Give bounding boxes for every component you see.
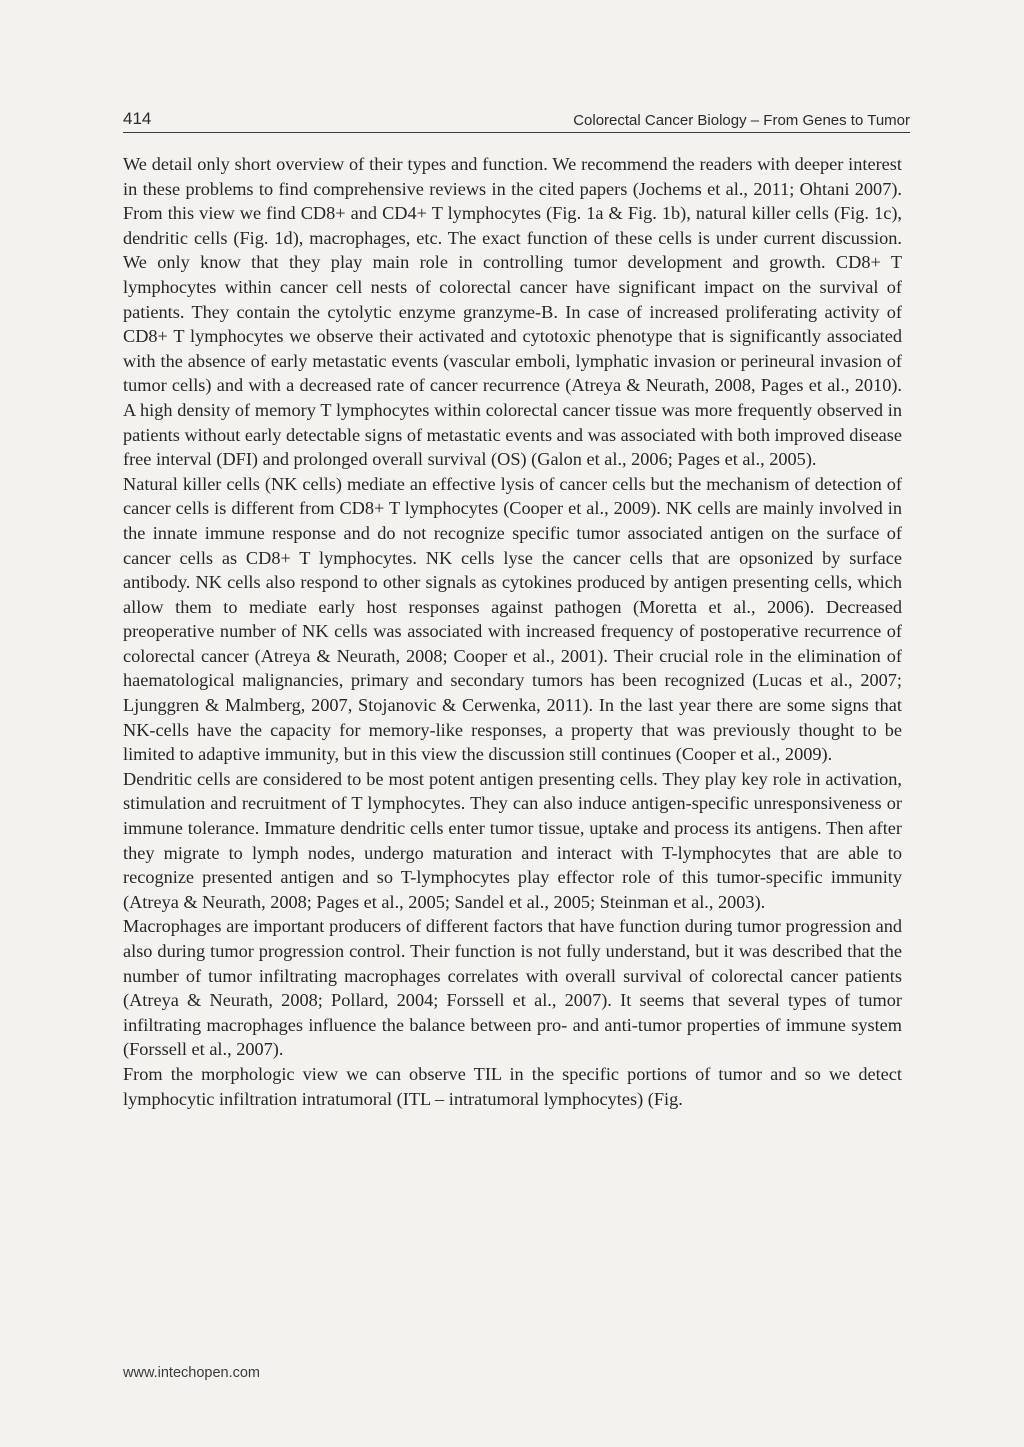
page-header (123, 104, 910, 133)
running-title: Colorectal Cancer Biology – From Genes to Tumor (573, 112, 910, 129)
body-text (123, 152, 902, 1111)
paragraph-morphologic-view: From the morphologic view we can observe TIL in the specific portions of tumor and so we detect lymphocytic infiltration intratumoral (ITL – intratumoral lymphocytes) (Fig. (123, 1063, 902, 1109)
paragraph-dendritic-cells: Dendritic cells are considered to be most potent antigen presenting cells. They play key role in activation, stimulation and recruitment of T lymphocytes. They can also induce antigen-specific unresponsiveness or immune tolerance. Immature dendritic cells enter tumor tissue, uptake and process its antigens. Then after they migrate to lymph nodes, undergo maturation and interact with T-lymphocytes that are able to recognize presented antigen and so T-lymphocytes play effector role of this tumor-specific immunity (Atreya & Neurath, 2008; Pages et al., 2005; Sandel et al., 2005; Steinman et al., 2003). (123, 768, 902, 912)
paragraph-lymphocytes: We detail only short overview of their types and function. We recommend the readers with deeper interest in these problems to find comprehensive reviews in the cited papers (Jochems et al., 2011; Ohtani 2007). From this view we find CD8+ and CD4+ T lymphocytes (Fig. 1a & Fig. 1b), natural killer cells (Fig. 1c), dendritic cells (Fig. 1d), macrophages, etc. The exact function of these cells is under current discussion. We only know that they play main role in controlling tumor development and growth. CD8+ T lymphocytes within cancer cell nests of colorectal cancer have significant impact on the survival of patients. They contain the cytolytic enzyme granzyme-B. In case of increased proliferating activity of CD8+ T lymphocytes we observe their activated and cytotoxic phenotype that is significantly associated with the absence of early metastatic events (vascular emboli, lymphatic invasion or perineural invasion of tumor cells) and with a decreased rate of cancer recurrence (Atreya & Neurath, 2008, Pages et al., 2010). A high density of memory T lymphocytes within colorectal cancer tissue was more frequently observed in patients without early detectable signs of metastatic events and was associated with both improved disease free interval (DFI) and prolonged overall survival (OS) (Galon et al., 2006; Pages et al., 2005). (123, 154, 902, 470)
footer-url: www.intechopen.com (123, 1365, 261, 1381)
page-number: 414 (123, 109, 152, 128)
paragraph-macrophages: Macrophages are important producers of different factors that have function during tumor progression and also during tumor progression control. Their function is not fully understand, but it was described that the number of tumor infiltrating macrophages correlates with overall survival of colorectal cancer patients (Atreya & Neurath, 2008; Pollard, 2004; Forssell et al., 2007). It seems that several types of tumor infiltrating macrophages influence the balance between pro- and anti-tumor properties of immune system (Forssell et al., 2007). (123, 916, 902, 1060)
paragraph-nk-cells: Natural killer cells (NK cells) mediate an effective lysis of cancer cells but the mechanism of detection of cancer cells is different from CD8+ T lymphocytes (Cooper et al., 2009). NK cells are mainly involved in the innate immune response and do not recognize specific tumor associated antigen on the surface of cancer cells as CD8+ T lymphocytes. NK cells lyse the cancer cells that are opsonized by surface antibody. NK cells also respond to other signals as cytokines produced by antigen presenting cells, which allow them to mediate early host responses against pathogen (Moretta et al., 2006). Decreased preoperative number of NK cells was associated with increased frequency of postoperative recurrence of colorectal cancer (Atreya & Neurath, 2008; Cooper et al., 2001). Their crucial role in the elimination of haematological malignancies, primary and secondary tumors has been recognized (Lucas et al., 2007; Ljunggren & Malmberg, 2007, Stojanovic & Cerwenka, 2011). In the last year there are some signs that NK-cells have the capacity for memory-like responses, a property that was previously thought to be limited to adaptive immunity, but in this view the discussion still continues (Cooper et al., 2009). (123, 473, 902, 765)
